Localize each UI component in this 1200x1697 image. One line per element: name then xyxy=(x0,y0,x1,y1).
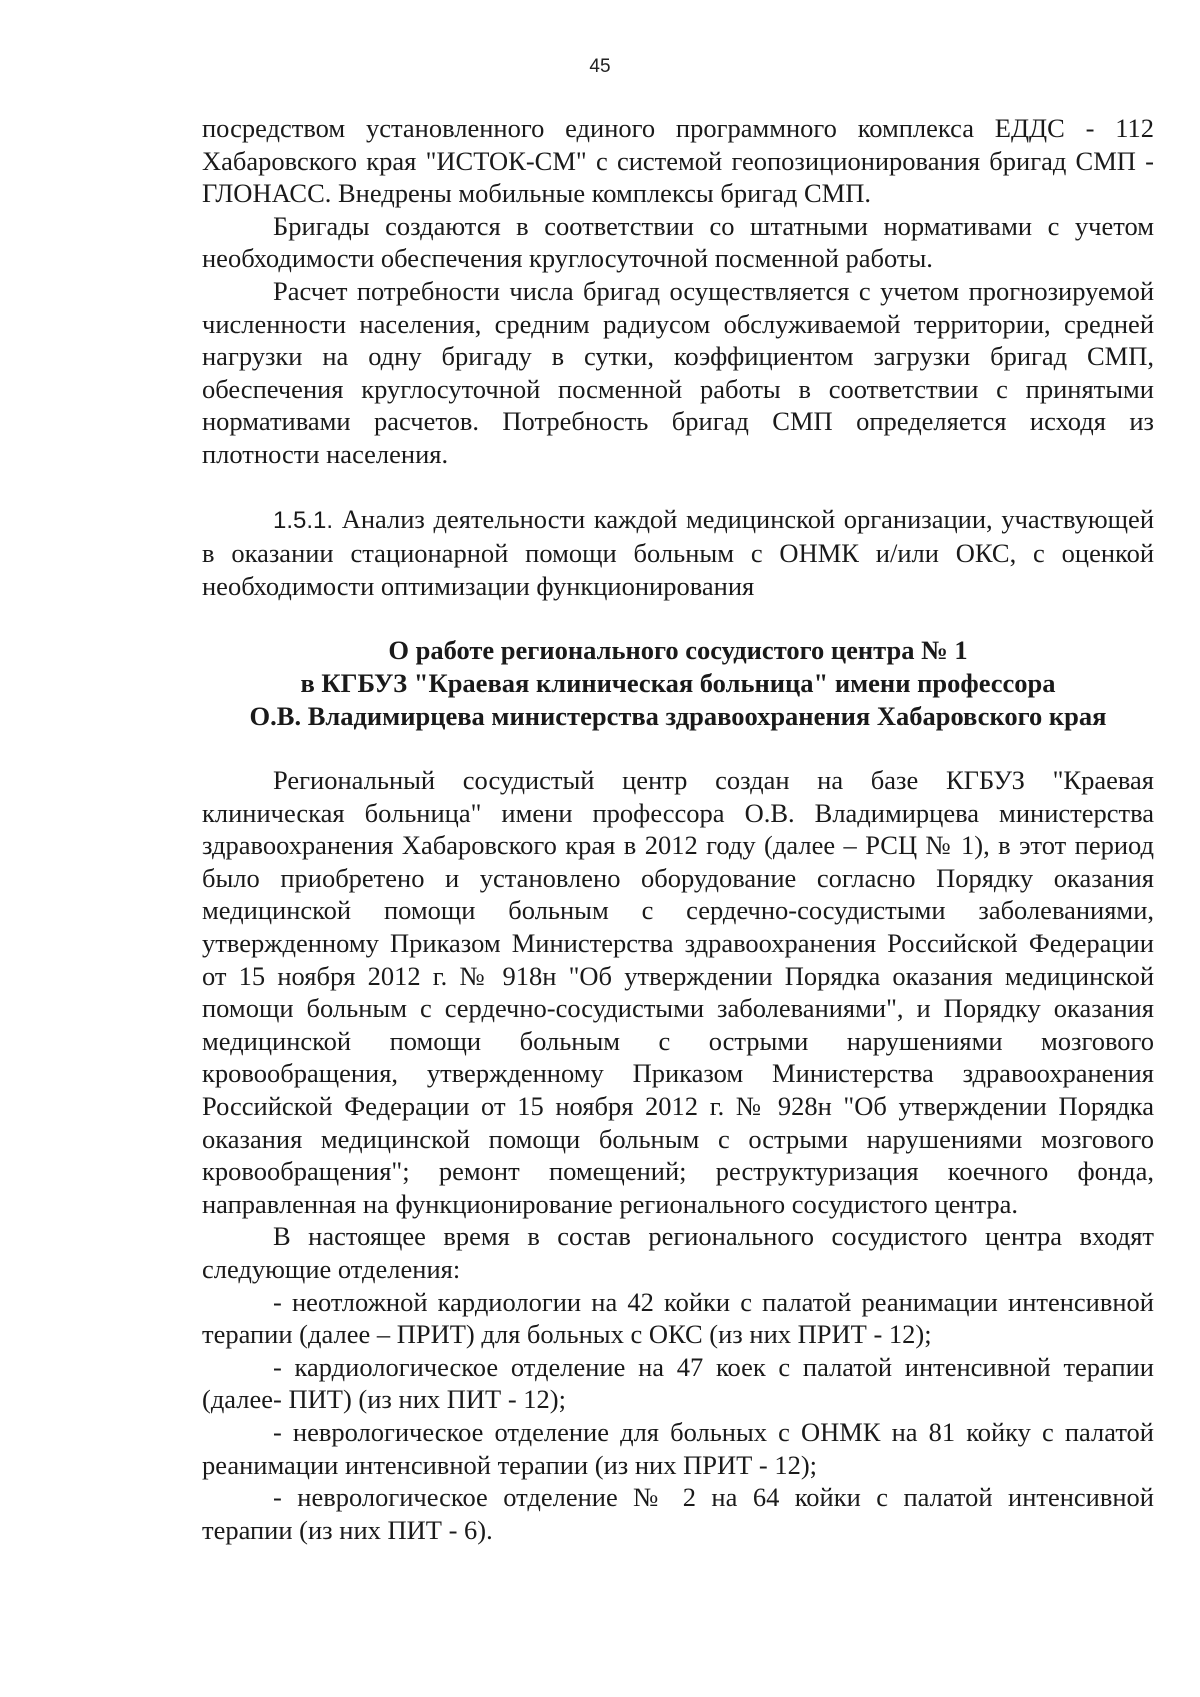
list-item: - неотложной кардиологии на 42 койки с палатой реанимации интенсивной терапии (далее – ПРИТ) для больных с ОКС (из них ПРИТ - 12); xyxy=(202,1286,1154,1350)
document-heading xyxy=(202,634,1154,732)
heading-line: О.В. Владимирцева министерства здравоохранения Хабаровского края xyxy=(249,700,1107,731)
paragraph: Расчет потребности числа бригад осуществляется с учетом прогнозируемой численности населения, средним радиусом обслуживаемой территории, средней нагрузки на одну бригаду в сутки, коэффициентом загрузки бригад СМП, обеспечения круглосуточной посменной работы в соответствии с принятыми нормативами расчетов. Потребность бригад СМП определяется исходя из плотности населения. xyxy=(202,275,1154,469)
heading-line: О работе регионального сосудистого центра № 1 xyxy=(388,635,968,666)
paragraph: посредством установленного единого программного комплекса ЕДДС - 112 Хабаровского края "ИСТОК-СМ" с системой геопозиционирования бригад СМП - ГЛОНАСС. Внедрены мобильные комплексы бригад СМП. xyxy=(202,113,1154,209)
list-item: - неврологическое отделение для больных с ОНМК на 81 койку с палатой реанимации интенсивной терапии (из них ПРИТ - 12); xyxy=(202,1416,1154,1480)
section-number: 1.5.1. xyxy=(273,506,334,534)
paragraph: В настоящее время в состав регионального сосудистого центра входят следующие отделения: xyxy=(202,1221,1154,1284)
list-item: - неврологическое отделение № 2 на 64 койки с палатой интенсивной терапии (из них ПИТ - 6). xyxy=(202,1482,1154,1545)
document-body xyxy=(202,112,1154,1546)
section-title: Анализ деятельности каждой медицинской организации, участвующей в оказании стационарной помощи больным с ОНМК и/или ОКС, с оценкой необходимости оптимизации функционирования xyxy=(202,503,1155,601)
paragraph: Региональный сосудистый центр создан на базе КГБУЗ "Краевая клиническая больница" имени профессора О.В. Владимирцева министерства здравоохранения Хабаровского края в 2012 году (далее – РСЦ № 1), в этот период было приобретено и установлено оборудование согласно Порядку оказания медицинской помощи больным с сердечно-сосудистыми заболеваниями, утвержденному Приказом Министерства здравоохранения Российской Федерации от 15 ноября 2012 г. № 918н "Об утверждении Порядка оказания медицинской помощи больным с сердечно-сосудистыми заболеваниями", и Порядку оказания медицинской помощи больным с острыми нарушениями мозгового кровообращения, утвержденному Приказом Министерства здравоохранения Российской Федерации от 15 ноября 2012 г. № 928н "Об утверждении Порядка оказания медицинской помощи больным с острыми нарушениями мозгового кровообращения"; ремонт помещений; реструктуризация коечного фонда, направленная на функционирование регионального сосудистого центра. xyxy=(202,765,1154,1219)
section-heading xyxy=(202,503,1154,603)
paragraph: Бригады создаются в соответствии со штатными нормативами с учетом необходимости обеспечения круглосуточной посменной работы. xyxy=(202,210,1154,274)
heading-line: в КГБУЗ "Краевая клиническая больница" имени профессора xyxy=(300,667,1056,698)
page-number: 45 xyxy=(589,56,611,77)
list-item: - кардиологическое отделение на 47 коек с палатой интенсивной терапии (далее- ПИТ) (из них ПИТ - 12); xyxy=(202,1351,1154,1415)
